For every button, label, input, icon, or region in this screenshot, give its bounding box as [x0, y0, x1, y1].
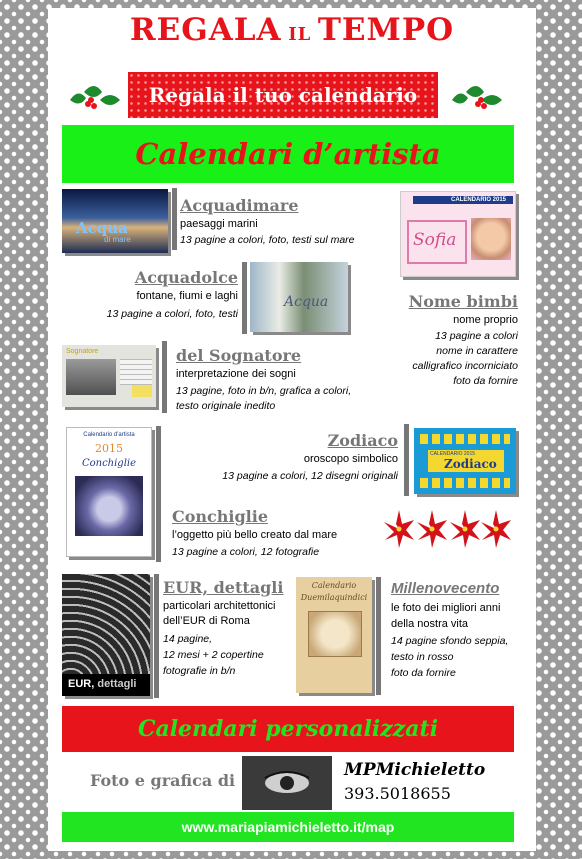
section-title-custom: Calendari personalizzati [62, 706, 514, 752]
acquadolce-details: 13 pagine a colori, foto, testi [106, 308, 238, 320]
millenovecento-desc: della nostra vita [391, 618, 469, 630]
acquadimare-desc: paesaggi marini [180, 218, 258, 230]
eur-desc: particolari architettonici [163, 600, 276, 612]
millenovecento-details: testo in rosso [391, 651, 454, 663]
credit-label: Foto e grafica di [90, 771, 236, 790]
thumb-zodiaco[interactable] [414, 428, 516, 494]
nome-bimbi-line: nome in carattere [436, 345, 518, 357]
thumb-conchiglie-word: Conchiglie [81, 458, 137, 469]
millenovecento-desc: le foto dei migliori anni [391, 602, 501, 614]
millenovecento-details: 14 pagine sfondo seppia, [391, 635, 509, 647]
thumb-acquadimare-text: Acqua [76, 219, 128, 237]
thumb-conchiglie-year: 2015 [95, 442, 123, 455]
poster-title [48, 12, 536, 48]
thumb-acquadolce[interactable] [250, 262, 348, 332]
poinsettia-icon [382, 508, 514, 550]
thumb-conchiglie-header: Calendario d'artista [83, 432, 135, 438]
thumb-zodiaco-header: CALENDARIO 2015 [430, 451, 476, 457]
divider-bar [376, 577, 381, 695]
eur-details: 14 pagine, [163, 633, 213, 645]
conchiglie-title[interactable]: Conchiglie [172, 507, 269, 526]
nome-bimbi-title[interactable]: Nome bimbi [408, 292, 518, 311]
nome-bimbi-line: foto da fornire [453, 375, 518, 387]
sognatore-title[interactable]: del Sognatore [176, 346, 302, 365]
eye-icon [242, 756, 332, 810]
thumb-millenovecento[interactable] [296, 577, 372, 693]
thumb-conchiglie[interactable] [66, 427, 152, 557]
nome-bimbi-line: calligrafico incorniciato [412, 360, 518, 372]
title-word-tempo: TEMPO [317, 12, 455, 48]
conchiglie-desc: l’oggetto più bello creato dal mare [172, 529, 338, 541]
sognatore-details: 13 pagine, foto in b/n, grafica a colori, [176, 385, 352, 397]
acquadimare-title[interactable]: Acquadimare [180, 196, 299, 215]
millenovecento-title[interactable]: Millenovecento [391, 580, 500, 597]
thumb-acquadimare[interactable] [62, 189, 168, 253]
divider-bar [242, 262, 247, 334]
eye-photo [242, 756, 332, 810]
holly-icon [66, 78, 124, 118]
acquadolce-title[interactable]: Acquadolce [134, 268, 238, 287]
zodiaco-details: 13 pagine a colori, 12 disegni originali [222, 470, 398, 482]
thumb-eur[interactable] [62, 574, 150, 696]
divider-bar [404, 424, 409, 496]
thumb-nome-bimbi-name: Sofia [413, 230, 457, 250]
eur-details: fotografie in b/n [163, 665, 236, 677]
thumb-acquadolce-text: Acqua [284, 294, 329, 310]
divider-bar [154, 574, 159, 698]
zodiaco-desc: oroscopo simbolico [303, 453, 398, 465]
thumb-nome-bimbi[interactable] [400, 191, 516, 277]
title-word-il: IL [288, 24, 312, 45]
thumb-eur-sublabel: dettagli [97, 678, 137, 690]
thumb-sognatore[interactable] [62, 345, 156, 407]
eur-title[interactable]: EUR, dettagli [163, 578, 284, 597]
nome-bimbi-line: nome proprio [453, 314, 518, 326]
eur-details: 12 mesi + 2 copertine [163, 649, 264, 661]
divider-bar [156, 426, 161, 562]
sognatore-desc: interpretazione dei sogni [176, 368, 296, 380]
thumb-zodiaco-word: Zodiaco [444, 457, 497, 471]
nome-bimbi-line: 13 pagine a colori [435, 330, 518, 342]
thumb-millenovecento-word: Duemilaquindici [300, 593, 368, 602]
millenovecento-details: foto da fornire [391, 667, 456, 679]
author-phone[interactable]: 393.5018655 [344, 784, 451, 803]
thumb-eur-label: EUR, [68, 678, 95, 690]
acquadimare-details: 13 pagine a colori, foto, testi sul mare [180, 234, 355, 246]
thumb-millenovecento-header: Calendario [311, 581, 357, 590]
thumb-sognatore-title: Sognatore [66, 348, 99, 355]
subtitle-banner: Regala il tuo calendario [128, 72, 438, 118]
sognatore-details: testo originale inedito [176, 400, 276, 412]
acquadolce-desc: fontane, fiumi e laghi [136, 290, 238, 302]
conchiglie-details: 13 pagine a colori, 12 fotografie [172, 546, 320, 558]
author-name: MPMichieletto [344, 760, 486, 780]
divider-bar [162, 341, 167, 413]
thumb-acquadimare-subtext: di mare [104, 235, 131, 244]
website-link[interactable]: www.mariapiamichieletto.it/map [62, 812, 514, 842]
thumb-nome-bimbi-header: CALENDARIO 2015 [451, 197, 507, 203]
eur-desc: dell’EUR di Roma [163, 615, 250, 627]
holly-icon [448, 78, 506, 118]
section-title-artist: Calendari d’artista [62, 125, 514, 183]
zodiaco-title[interactable]: Zodiaco [327, 431, 398, 450]
divider-bar [172, 188, 177, 250]
title-word-regala: REGALA [129, 12, 282, 48]
